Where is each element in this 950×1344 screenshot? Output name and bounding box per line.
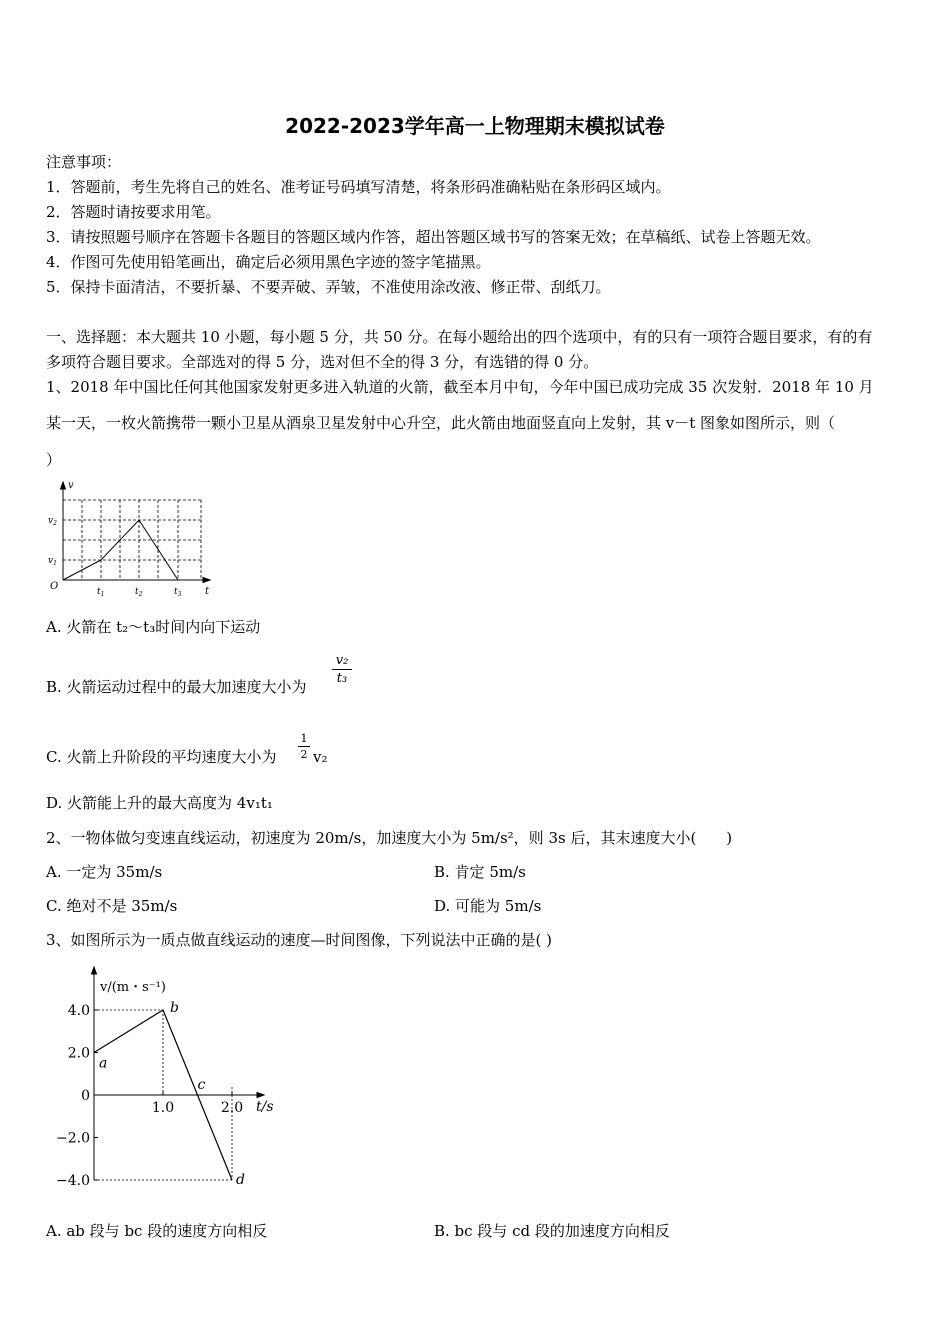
q1-option-b: B. 火箭运动过程中的最大加速度大小为 — [46, 678, 307, 696]
notice-item: 1．答题前，考生先将自己的姓名、准考证号码填写清楚，将条形码准确粘贴在条形码区域内。 — [46, 178, 671, 196]
q1-option-b-fraction — [332, 653, 352, 686]
q1-option-c-tail: v₂ — [313, 748, 328, 766]
q1-xtick-t2: $t_2$ — [135, 587, 143, 598]
q1-stem-line: 某一天，一枚火箭携带一颗小卫星从酒泉卫星发射中心升空，此火箭由地面竖直向上发射，其 v－t 图象如图所示，则（ — [46, 414, 836, 432]
q3-x-axis-label: t/s — [256, 1099, 274, 1115]
q1-option-d: D. 火箭能上升的最大高度为 4v₁t₁ — [46, 794, 273, 812]
q3-ticks — [56, 1003, 243, 1189]
q2-option-d: D. 可能为 5m/s — [434, 897, 542, 915]
q3-y-tick-label: 0 — [81, 1088, 90, 1104]
q3-point-label-c: c — [197, 1077, 206, 1093]
q3-option-a: A. ab 段与 bc 段的速度方向相反 — [46, 1222, 268, 1240]
q2-option-b: B. 肯定 5m/s — [434, 863, 526, 881]
q1-ytick-v1: $v_1$ — [48, 556, 57, 567]
q1-stem-line: ） — [46, 451, 62, 469]
q3-y-tick-label: 4.0 — [67, 1003, 90, 1019]
notice-item: 4．作图可先使用铅笔画出，确定后必须用黑色字迹的签字笔描黑。 — [46, 253, 491, 271]
q1-option-c: C. 火箭上升阶段的平均速度大小为 — [46, 748, 277, 766]
notice-item: 2．答题时请按要求用笔。 — [46, 203, 221, 221]
q1-axis-v-label: v — [68, 480, 74, 491]
q1-vt-graph — [44, 478, 216, 603]
q1-option-b-denominator: t₃ — [336, 671, 348, 686]
page-title: 2022-2023学年高一上物理期末模拟试卷 — [285, 114, 665, 138]
q1-velocity-line — [63, 520, 178, 580]
q1-axis-t-label: t — [205, 586, 210, 597]
q1-stem-line: 1、2018 年中国比任何其他国家发射更多进入轨道的火箭，截至本月中旬，今年中国已成功完成 35 次发射．2018 年 10 月 — [46, 378, 874, 396]
q3-point-label-a: a — [99, 1055, 108, 1072]
q3-point-label-b: b — [170, 1000, 179, 1016]
q1-xtick-t3: $t_3$ — [174, 587, 182, 598]
q3-point-label-d: d — [236, 1172, 245, 1188]
q3-x-tick-label: 2.0 — [220, 1100, 244, 1116]
q1-option-a: A. 火箭在 t₂～t₃时间内向下运动 — [46, 618, 261, 636]
q3-y-tick-label: 2.0 — [67, 1045, 90, 1062]
q3-y-tick-label: −4.0 — [56, 1173, 90, 1189]
q1-option-c-numerator: 1 — [300, 732, 308, 745]
q3-point-labels — [99, 1000, 245, 1188]
q1-axes — [61, 482, 211, 583]
q2-option-c: C. 绝对不是 35m/s — [46, 897, 178, 915]
q2-option-a: A. 一定为 35m/s — [46, 863, 163, 881]
notice-heading: 注意事项： — [46, 153, 122, 171]
notice-item: 3．请按照题号顺序在答题卡各题目的答题区域内作答，超出答题区域书写的答案无效；在草稿纸、试卷上答题无效。 — [46, 228, 821, 246]
q3-vt-graph — [50, 965, 290, 1195]
q1-option-c-fraction — [298, 732, 310, 761]
q1-ytick-v2: $v_2$ — [48, 516, 57, 527]
q1-option-c-denominator: 2 — [300, 748, 308, 761]
notice-item: 5．保持卡面清洁，不要折暴、不要弄破、弄皱，不准使用涂改液、修正带、刮纸刀。 — [46, 278, 611, 296]
q3-x-tick-label: 1.0 — [151, 1100, 175, 1116]
section-intro-line: 多项符合题目要求。全部选对的得 5 分，选对但不全的得 3 分，有选错的得 0 分。 — [46, 353, 599, 371]
q1-xtick-t1: $t_1$ — [97, 587, 105, 598]
q1-grid — [63, 500, 201, 580]
q3-axes — [92, 967, 265, 1180]
section-intro-line: 一、选择题：本大题共 10 小题，每小题 5 分，共 50 分。在每小题给出的四个选项中，有的只有一项符合题目要求，有的有 — [46, 328, 873, 346]
q1-origin-label: O — [50, 581, 59, 592]
q1-option-b-numerator: v₂ — [335, 653, 349, 668]
q3-y-tick-label: −2.0 — [56, 1130, 90, 1147]
q3-y-axis-label: v/(m・s⁻¹) — [100, 980, 166, 995]
q3-stem: 3、如图所示为一质点做直线运动的速度—时间图像，下列说法中正确的是( ) — [46, 931, 553, 949]
q3-option-b: B. bc 段与 cd 段的加速度方向相反 — [434, 1222, 670, 1240]
q2-stem: 2、一物体做匀变速直线运动，初速度为 20m/s，加速度大小为 5m/s²，则 3s 后，其末速度大小( ) — [46, 829, 733, 847]
